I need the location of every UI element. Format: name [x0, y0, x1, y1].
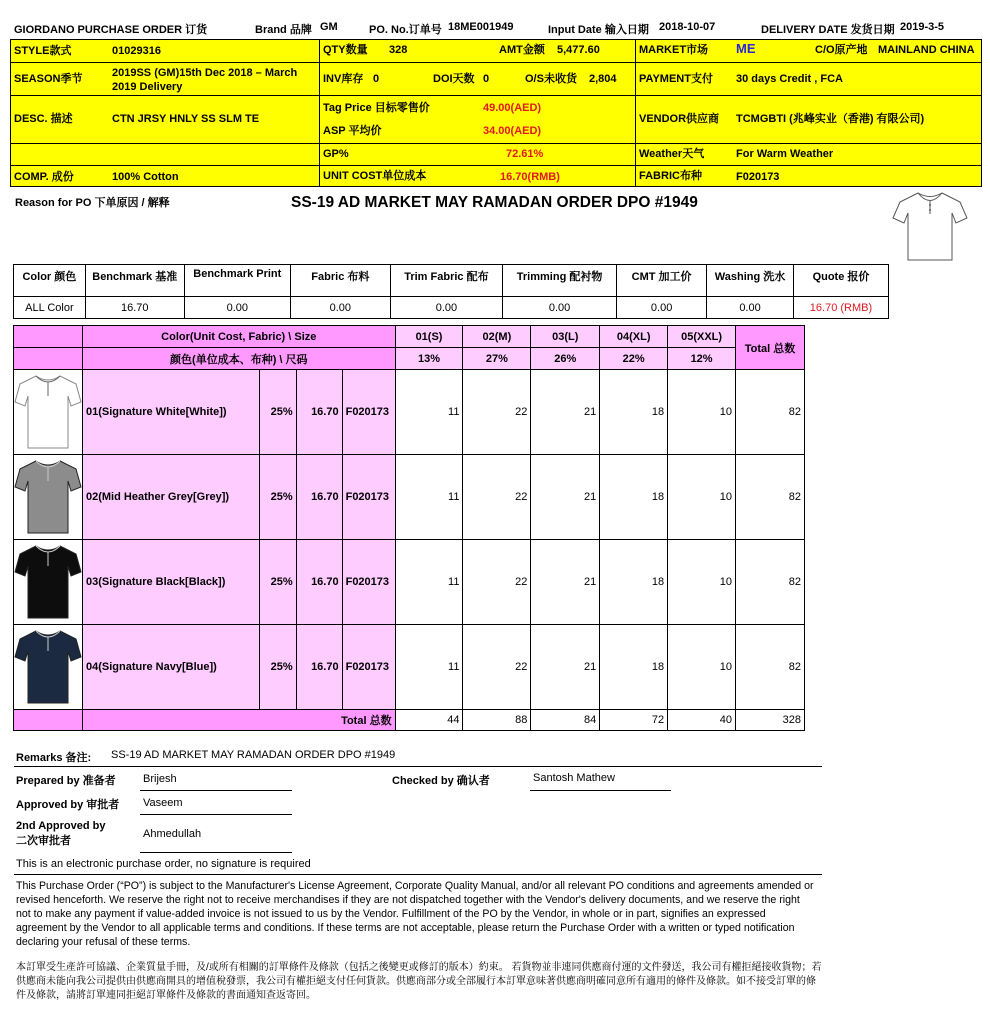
unit-cost-value: 16.70(RMB): [500, 171, 560, 183]
size-ratio-l: 26%: [531, 348, 600, 370]
tag-price-value: 49.00(AED): [483, 102, 542, 114]
tag-price-label: Tag Price 目标零售价: [323, 102, 430, 114]
color-name: 03(Signature Black[Black]): [83, 540, 260, 625]
bench-value-trim-fabric: 0.00: [390, 297, 502, 319]
color-pct: 25%: [259, 625, 296, 710]
shirt-thumbnail: [14, 625, 83, 710]
shirt-thumbnail: [14, 540, 83, 625]
weather-label: Weather天气: [639, 148, 705, 160]
totals-row: [14, 710, 805, 731]
total-cell: 88: [463, 710, 531, 731]
order-title: SS-19 AD MARKET MAY RAMADAN ORDER DPO #1949: [291, 194, 698, 211]
bench-header-fabric: Fabric 布料: [290, 265, 390, 297]
color-pct: 25%: [259, 370, 296, 455]
vendor-label: VENDOR供应商: [639, 113, 720, 125]
asp-value: 34.00(AED): [483, 125, 542, 137]
size-header-s: 01(S): [395, 326, 463, 348]
size-ratio-m: 27%: [463, 348, 531, 370]
bench-header-quote: Quote 报价: [793, 265, 888, 297]
brand-value: GM: [320, 21, 338, 33]
os-label: O/S未收货: [525, 73, 577, 85]
qty-cell: 21: [531, 370, 600, 455]
row-total: 82: [736, 540, 805, 625]
size-ratio-s: 13%: [395, 348, 463, 370]
inv-label: INV库存: [323, 73, 364, 85]
comp-value: 100% Cotton: [112, 171, 179, 183]
table-row: [14, 455, 805, 540]
market-value: ME: [736, 41, 756, 56]
prepared-label: Prepared by 准备者: [16, 775, 116, 787]
amt-value: 5,477.60: [557, 44, 600, 56]
size-breakdown-table: [13, 325, 805, 731]
origin-value: MAINLAND CHINA: [878, 44, 975, 56]
po-number-value: 18ME001949: [448, 21, 514, 33]
legal-terms-en: This Purchase Order (“PO”) is subject to the Manufacturer's License Agreement, Corporate Quality Manual, and/or all relevant PO conditions and agreements amended or revised henceforth. We reserve the right not to receive merchandises if they are not dispatched together with the Vendor's delivery documents, and we reserve the right not to make any payment if value-added invoice is not issued to us by the Vendor. Fulfillment of the PO by the Vendor, in whole or in part, signifies an expressed agreement by the Vendor to all applicable terms and conditions. If these terms are not acceptable, please return the Purchase Order with a written or typed notification declaring your refusal of these terms.: [16, 880, 814, 948]
bench-value-washing: 0.00: [707, 297, 794, 319]
payment-value: 30 days Credit , FCA: [736, 73, 843, 85]
vendor-value: TCMGBTI (兆峰实业（香港) 有限公司): [736, 113, 925, 125]
color-name: 01(Signature White[White]): [83, 370, 260, 455]
amt-label: AMT金额: [499, 44, 545, 56]
qty-label: QTY数量: [323, 44, 368, 56]
doi-value: 0: [483, 73, 490, 85]
checked-value: Santosh Mathew: [533, 772, 615, 784]
style-label: STYLE款式: [14, 45, 72, 57]
bench-header-trimming: Trimming 配衬物: [502, 265, 616, 297]
bench-value-benchmark: 16.70: [85, 297, 184, 319]
reason-label: Reason for PO 下单原因 / 解释: [15, 197, 170, 209]
color-pct: 25%: [259, 455, 296, 540]
size-header-xxl: 05(XXL): [668, 326, 736, 348]
input-date-label: Input Date 输入日期: [548, 24, 649, 36]
season-label: SEASON季节: [14, 73, 83, 85]
table-row: [14, 370, 805, 455]
desc-label: DESC. 描述: [14, 113, 73, 125]
origin-label: C/O原产地: [815, 44, 868, 56]
totals-label: Total 总数: [83, 710, 396, 731]
prepared-value: Brijesh: [143, 773, 177, 785]
qty-cell: 21: [531, 625, 600, 710]
approved-value: Vaseem: [143, 797, 183, 809]
bench-value-print: 0.00: [184, 297, 290, 319]
qty-cell: 11: [395, 625, 463, 710]
color-cost: 16.70: [296, 625, 342, 710]
color-fabric: F020173: [342, 625, 395, 710]
remarks-label: Remarks 备注:: [16, 752, 92, 764]
approved2-label-line1: 2nd Approved by: [16, 820, 106, 832]
style-value: 01029316: [112, 45, 161, 57]
unit-cost-label: UNIT COST单位成本: [323, 170, 427, 182]
qty-cell: 22: [463, 625, 531, 710]
market-label: MARKET市场: [639, 44, 709, 56]
qty-cell: 11: [395, 370, 463, 455]
bench-header-trim-fabric: Trim Fabric 配布: [390, 265, 502, 297]
approved2-label-line2: 二次审批者: [16, 835, 71, 847]
bench-header-cmt: CMT 加工价: [617, 265, 707, 297]
shirt-thumbnail: [14, 370, 83, 455]
color-cost: 16.70: [296, 540, 342, 625]
qty-cell: 18: [600, 540, 668, 625]
comp-label: COMP. 成份: [14, 171, 74, 183]
table-row: [14, 540, 805, 625]
bench-value-fabric: 0.00: [290, 297, 390, 319]
fabric-value: F020173: [736, 171, 780, 183]
checked-label: Checked by 确认者: [392, 775, 490, 787]
po-header: [0, 0, 990, 36]
color-name: 02(Mid Heather Grey[Grey]): [83, 455, 260, 540]
color-fabric: F020173: [342, 540, 395, 625]
qty-cell: 10: [668, 455, 736, 540]
qty-cell: 21: [531, 455, 600, 540]
qty-cell: 10: [668, 540, 736, 625]
input-date-value: 2018-10-07: [659, 21, 716, 33]
color-fabric: F020173: [342, 455, 395, 540]
qty-cell: 22: [463, 370, 531, 455]
size-ratio-xxl: 12%: [668, 348, 736, 370]
approved-label: Approved by 审批者: [16, 799, 120, 811]
total-cell: 72: [600, 710, 668, 731]
color-pct: 25%: [259, 540, 296, 625]
bench-value-quote: 16.70 (RMB): [793, 297, 888, 319]
total-cell: 44: [395, 710, 463, 731]
benchmark-table: [13, 264, 889, 319]
color-fabric: F020173: [342, 370, 395, 455]
bench-header-washing: Washing 洗水: [707, 265, 794, 297]
qty-cell: 22: [463, 455, 531, 540]
gp-label: GP%: [323, 148, 349, 160]
color-size-header: Color(Unit Cost, Fabric) \ Size: [83, 326, 396, 348]
qty-cell: 21: [531, 540, 600, 625]
po-title: GIORDANO PURCHASE ORDER 订货: [14, 24, 208, 36]
qty-value: 328: [389, 44, 408, 56]
bench-header-color: Color 颜色: [14, 265, 86, 297]
size-ratio-xl: 22%: [600, 348, 668, 370]
payment-label: PAYMENT支付: [639, 73, 713, 85]
bench-header-print: Benchmark Print: [184, 265, 290, 297]
fabric-label: FABRIC布种: [639, 170, 702, 182]
desc-value: CTN JRSY HNLY SS SLM TE: [112, 113, 260, 125]
approved2-value: Ahmedullah: [143, 828, 202, 840]
weather-value: For Warm Weather: [736, 148, 834, 160]
season-value-line2: 2019 Delivery: [112, 81, 183, 93]
legal-terms-cn: 本訂單受生產許可協議、企業質量手冊，及/或所有相關的訂單條件及條款（包括之後變更或修訂的版本）約束。 若貨物並非連同供應商付運的文件發送，我公司有權拒絕接收貨物；若供應商未能向我公司提供由供應商開具的增值稅發票，我公司有權拒絕支付任何貨款。供應商部分或全部履行本訂單意味著供應商明確同意所有適用的條件及條款。如不接受訂單的條件及條款，請將訂單連同拒絕訂單條件及條款的書面通知查返寄回。: [16, 962, 822, 1001]
bench-value-color: ALL Color: [14, 297, 86, 319]
delivery-date-label: DELIVERY DATE 发货日期: [761, 24, 895, 36]
qty-cell: 18: [600, 370, 668, 455]
thumb-header-cell: [14, 326, 83, 348]
bench-value-trimming: 0.00: [502, 297, 616, 319]
po-number-label: PO. No.订单号: [369, 24, 442, 36]
grand-total: 328: [736, 710, 805, 731]
color-cost: 16.70: [296, 455, 342, 540]
size-header-m: 02(M): [463, 326, 531, 348]
total-cell: 40: [668, 710, 736, 731]
total-header: Total 总数: [736, 326, 805, 370]
bench-header-benchmark: Benchmark 基准: [85, 265, 184, 297]
qty-cell: 22: [463, 540, 531, 625]
size-header-xl: 04(XL): [600, 326, 668, 348]
qty-cell: 18: [600, 455, 668, 540]
order-info-grid: [10, 39, 982, 187]
electronic-note: This is an electronic purchase order, no signature is required: [16, 858, 311, 870]
brand-label: Brand 品牌: [255, 24, 312, 36]
shirt-thumbnail: [14, 455, 83, 540]
qty-cell: 10: [668, 625, 736, 710]
bench-value-cmt: 0.00: [617, 297, 707, 319]
gp-value: 72.61%: [506, 148, 544, 160]
inv-value: 0: [373, 73, 380, 85]
row-total: 82: [736, 370, 805, 455]
remarks-value: SS-19 AD MARKET MAY RAMADAN ORDER DPO #1949: [111, 749, 396, 761]
row-total: 82: [736, 455, 805, 540]
qty-cell: 10: [668, 370, 736, 455]
doi-label: DOI天数: [433, 73, 475, 85]
table-row: [14, 625, 805, 710]
season-value-line1: 2019SS (GM)15th Dec 2018 – March: [112, 67, 298, 79]
color-cost: 16.70: [296, 370, 342, 455]
delivery-date-value: 2019-3-5: [900, 21, 945, 33]
os-value: 2,804: [589, 73, 617, 85]
row-total: 82: [736, 625, 805, 710]
garment-sketch-image: [892, 188, 970, 262]
color-size-header-cn: 颜色(单位成本、布种) \ 尺码: [83, 348, 396, 370]
total-cell: 84: [531, 710, 600, 731]
qty-cell: 11: [395, 455, 463, 540]
qty-cell: 11: [395, 540, 463, 625]
asp-label: ASP 平均价: [323, 125, 382, 137]
color-name: 04(Signature Navy[Blue]): [83, 625, 260, 710]
size-header-l: 03(L): [531, 326, 600, 348]
qty-cell: 18: [600, 625, 668, 710]
